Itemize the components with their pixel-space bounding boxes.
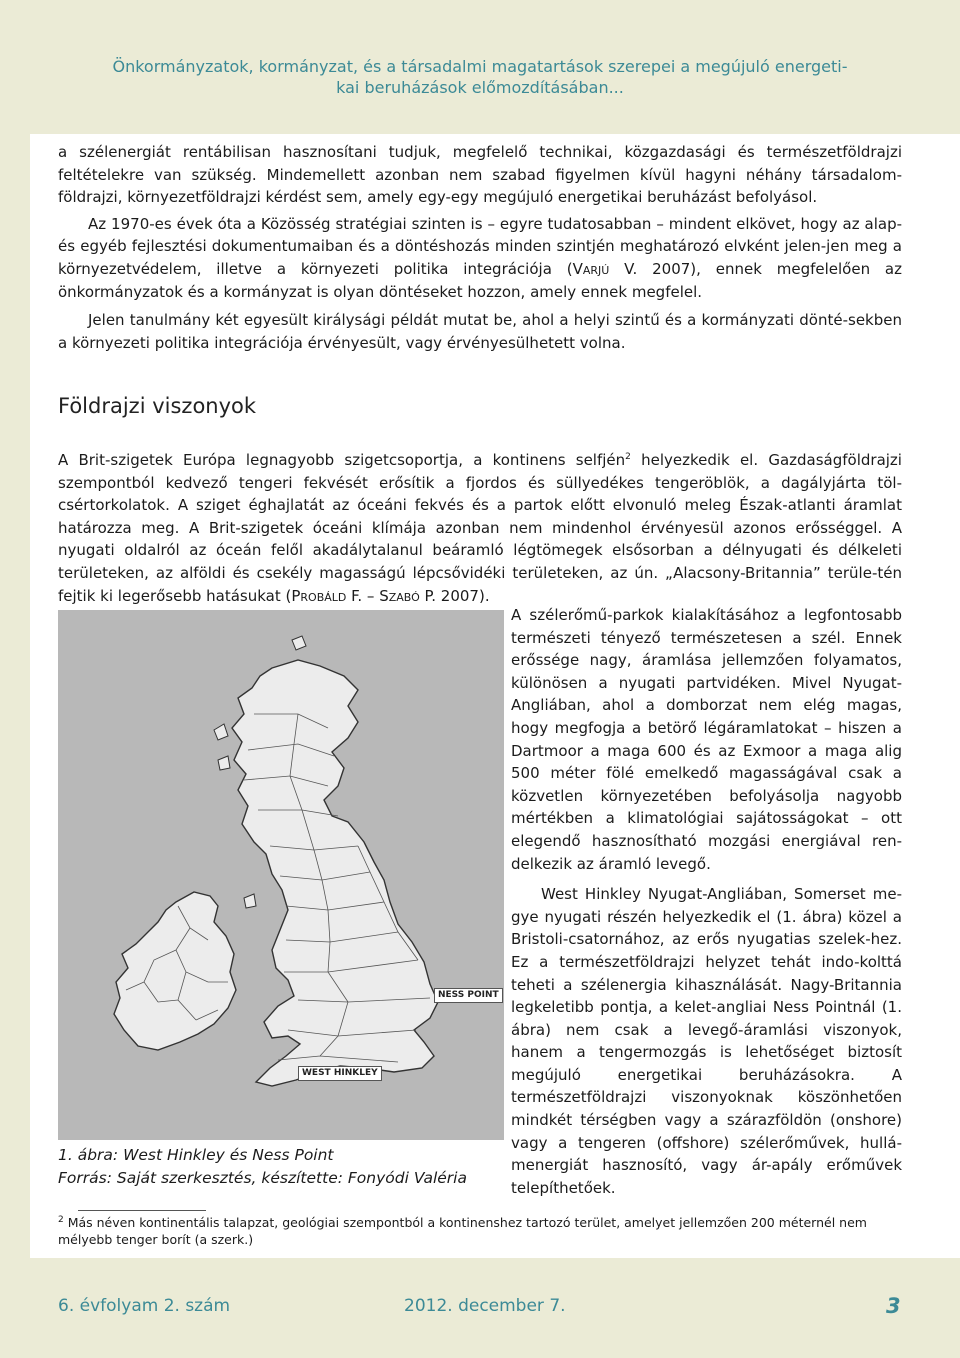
intro-text [58, 141, 902, 354]
footnote-number: 2 [58, 1214, 64, 1225]
page-number: 3 [886, 1294, 901, 1318]
intro-paragraph-2: Az 1970-es évek óta a Közösség stratégiai szinten is – egyre tudatosabban – mindent elkövet, hogy az alap- és egyéb fejlesztési dokumentumaiban és a döntéshozás minden szintjén meghatározó elvként jelen-jen meg a környezetvédelem, illetve a környezeti politika integrációja (Varjú V. 2007), ennek megfelelően az önkormányzatok és a kormányzat is olyan döntéseket hozzon, amely ennek megfelel. [58, 214, 902, 301]
citation-author: Probáld [291, 586, 347, 605]
ness-point-label: NESS POINT [434, 988, 503, 1003]
ireland-island [114, 892, 236, 1050]
side-paragraph-2: West Hinkley Nyugat-Angliában, Somerset me-gye nyugati részén helyezkedik el (1. ábra) közel a Bristoli-csatornához, az erős nyugatias szelek-hez. Ez a természetföldrajzi helyzet tehát indo-kolttá teheti a szélenergia kihasználását. Nagy-Britannia legkeletibb pontja, a kelet-angliai Ness Pointnál (1. ábra) nem csak a levegő-áramlási viszonyok, hanem a tengermozgás is lehetőséget biztosít megújuló energetikai beruházásokra. A természetföldrajzi viszonyoknak köszönhetően mindkét térségben vagy a szárazföldön (onshore) vagy a tengeren (offshore) szélerőművek, hullá-menergiát hasznosító, vagy ár-apály erőművek telepíthetőek. [511, 885, 902, 1197]
figure-caption-title: 1. ábra: West Hinkley és Ness Point [58, 1146, 334, 1164]
footnote-divider [78, 1210, 206, 1211]
footer-date: 2012. december 7. [404, 1296, 566, 1316]
intro-paragraph-1: a szélenergiát rentábilisan hasznosítani tudjuk, megfelelő technikai, közgazdasági és természetföldrajzi feltételekre van szükség. Mindemellett azonban nem szabad figyelmen kívül hagyni néhány társadalom-földrajzi, környezetföldrajzi kérdést sem, amely egy-egy megújuló energetikai beruházást befolyásol. [58, 143, 902, 207]
figure-caption-source: Forrás: Saját szerkesztés, készítette: Fonyódi Valéria [58, 1169, 467, 1187]
footnote-text: Más néven kontinentális talapzat, geológiai szempontból a kontinenshez tartozó terület, amelyet jellemzően 200 méternél nem mélyebb tenger borít (a szerk.) [58, 1215, 867, 1247]
section-paragraph-1: A Brit-szigetek Európa legnagyobb szigetcsoportja, a kontinens selfjén$^2$ helyezkedik el. Gazdaságföldrajzi szempontból kedvező tengeri fekvését erősítik a fjordos és süllyedékes tengeröblök, a dagályjárta töl-csértorkolatok. A sziget éghajlatát az óceáni fekvés és a partok előtt elvonuló meleg Észak-atlanti áramlat határozza meg. A Brit-szigetek óceáni klímája azonban nem mindenhol érvényesül azonos erősséggel. A nyugati oldalról az óceán felől akadálytalanul beáramló légtömegek elsősorban a délnyugati és délkeleti területeken, az alföldi és csekély magasságú lépcsővidéki területeken, az ún. „Alacsony-Britannia” terüle-tén fejtik ki legerősebb hatásukat (Probáld F. – Szabó P. 2007). [58, 451, 902, 605]
intro-paragraph-3: Jelen tanulmány két egyesült királysági példát mutat be, ahol a helyi szintű és a kormányzati dönté-sekben a környezeti politika integrációja érvényesült, vagy érvényesülhetett volna. [58, 311, 902, 352]
uk-map-svg [58, 610, 504, 1140]
uk-map-figure [58, 610, 504, 1140]
running-header-line-1: Önkormányzatok, kormányzat, és a társadalmi magatartások szerepei a megújuló energeti- [112, 57, 848, 76]
section-text [58, 449, 902, 607]
figure-caption [58, 1144, 508, 1190]
side-column-text [511, 604, 902, 1199]
great-britain-island [232, 660, 438, 1086]
side-paragraph-1: A szélerőmű-parkok kialakításához a legfontosabb természeti tényező természetesen a szél. Ennek erőssége nagy, áramlása jellemzően folyamatos, különösen a nyugati partvidéken. Mivel Nyugat-Angliában, ahol a domborzat nem elég magas, hogy megfogja a betörő légáramlatokat – hiszen a Dartmoor a maga 600 és az Exmoor a maga alig 500 méter fölé emelkedő magasságával csak a közvetlen környezetében befolyásolja nagyobb mértékben a klimatológiai sajátosságokat – ott elegendő hasznosítható mozgási energiával ren-delkezik az áramló levegő. [511, 606, 902, 873]
footer-issue: 6. évfolyam 2. szám [58, 1296, 231, 1316]
citation-author: Szabó [379, 586, 420, 605]
footnote-reference[interactable]: 2 [625, 452, 631, 462]
running-header [40, 56, 920, 98]
section-title: Földrajzi viszonyok [58, 394, 257, 418]
west-hinkley-label: WEST HINKLEY [298, 1066, 382, 1081]
footnote [58, 1214, 902, 1248]
running-header-line-2: kai beruházások előmozdításában... [336, 78, 624, 97]
citation-author: Varjú [572, 259, 610, 278]
